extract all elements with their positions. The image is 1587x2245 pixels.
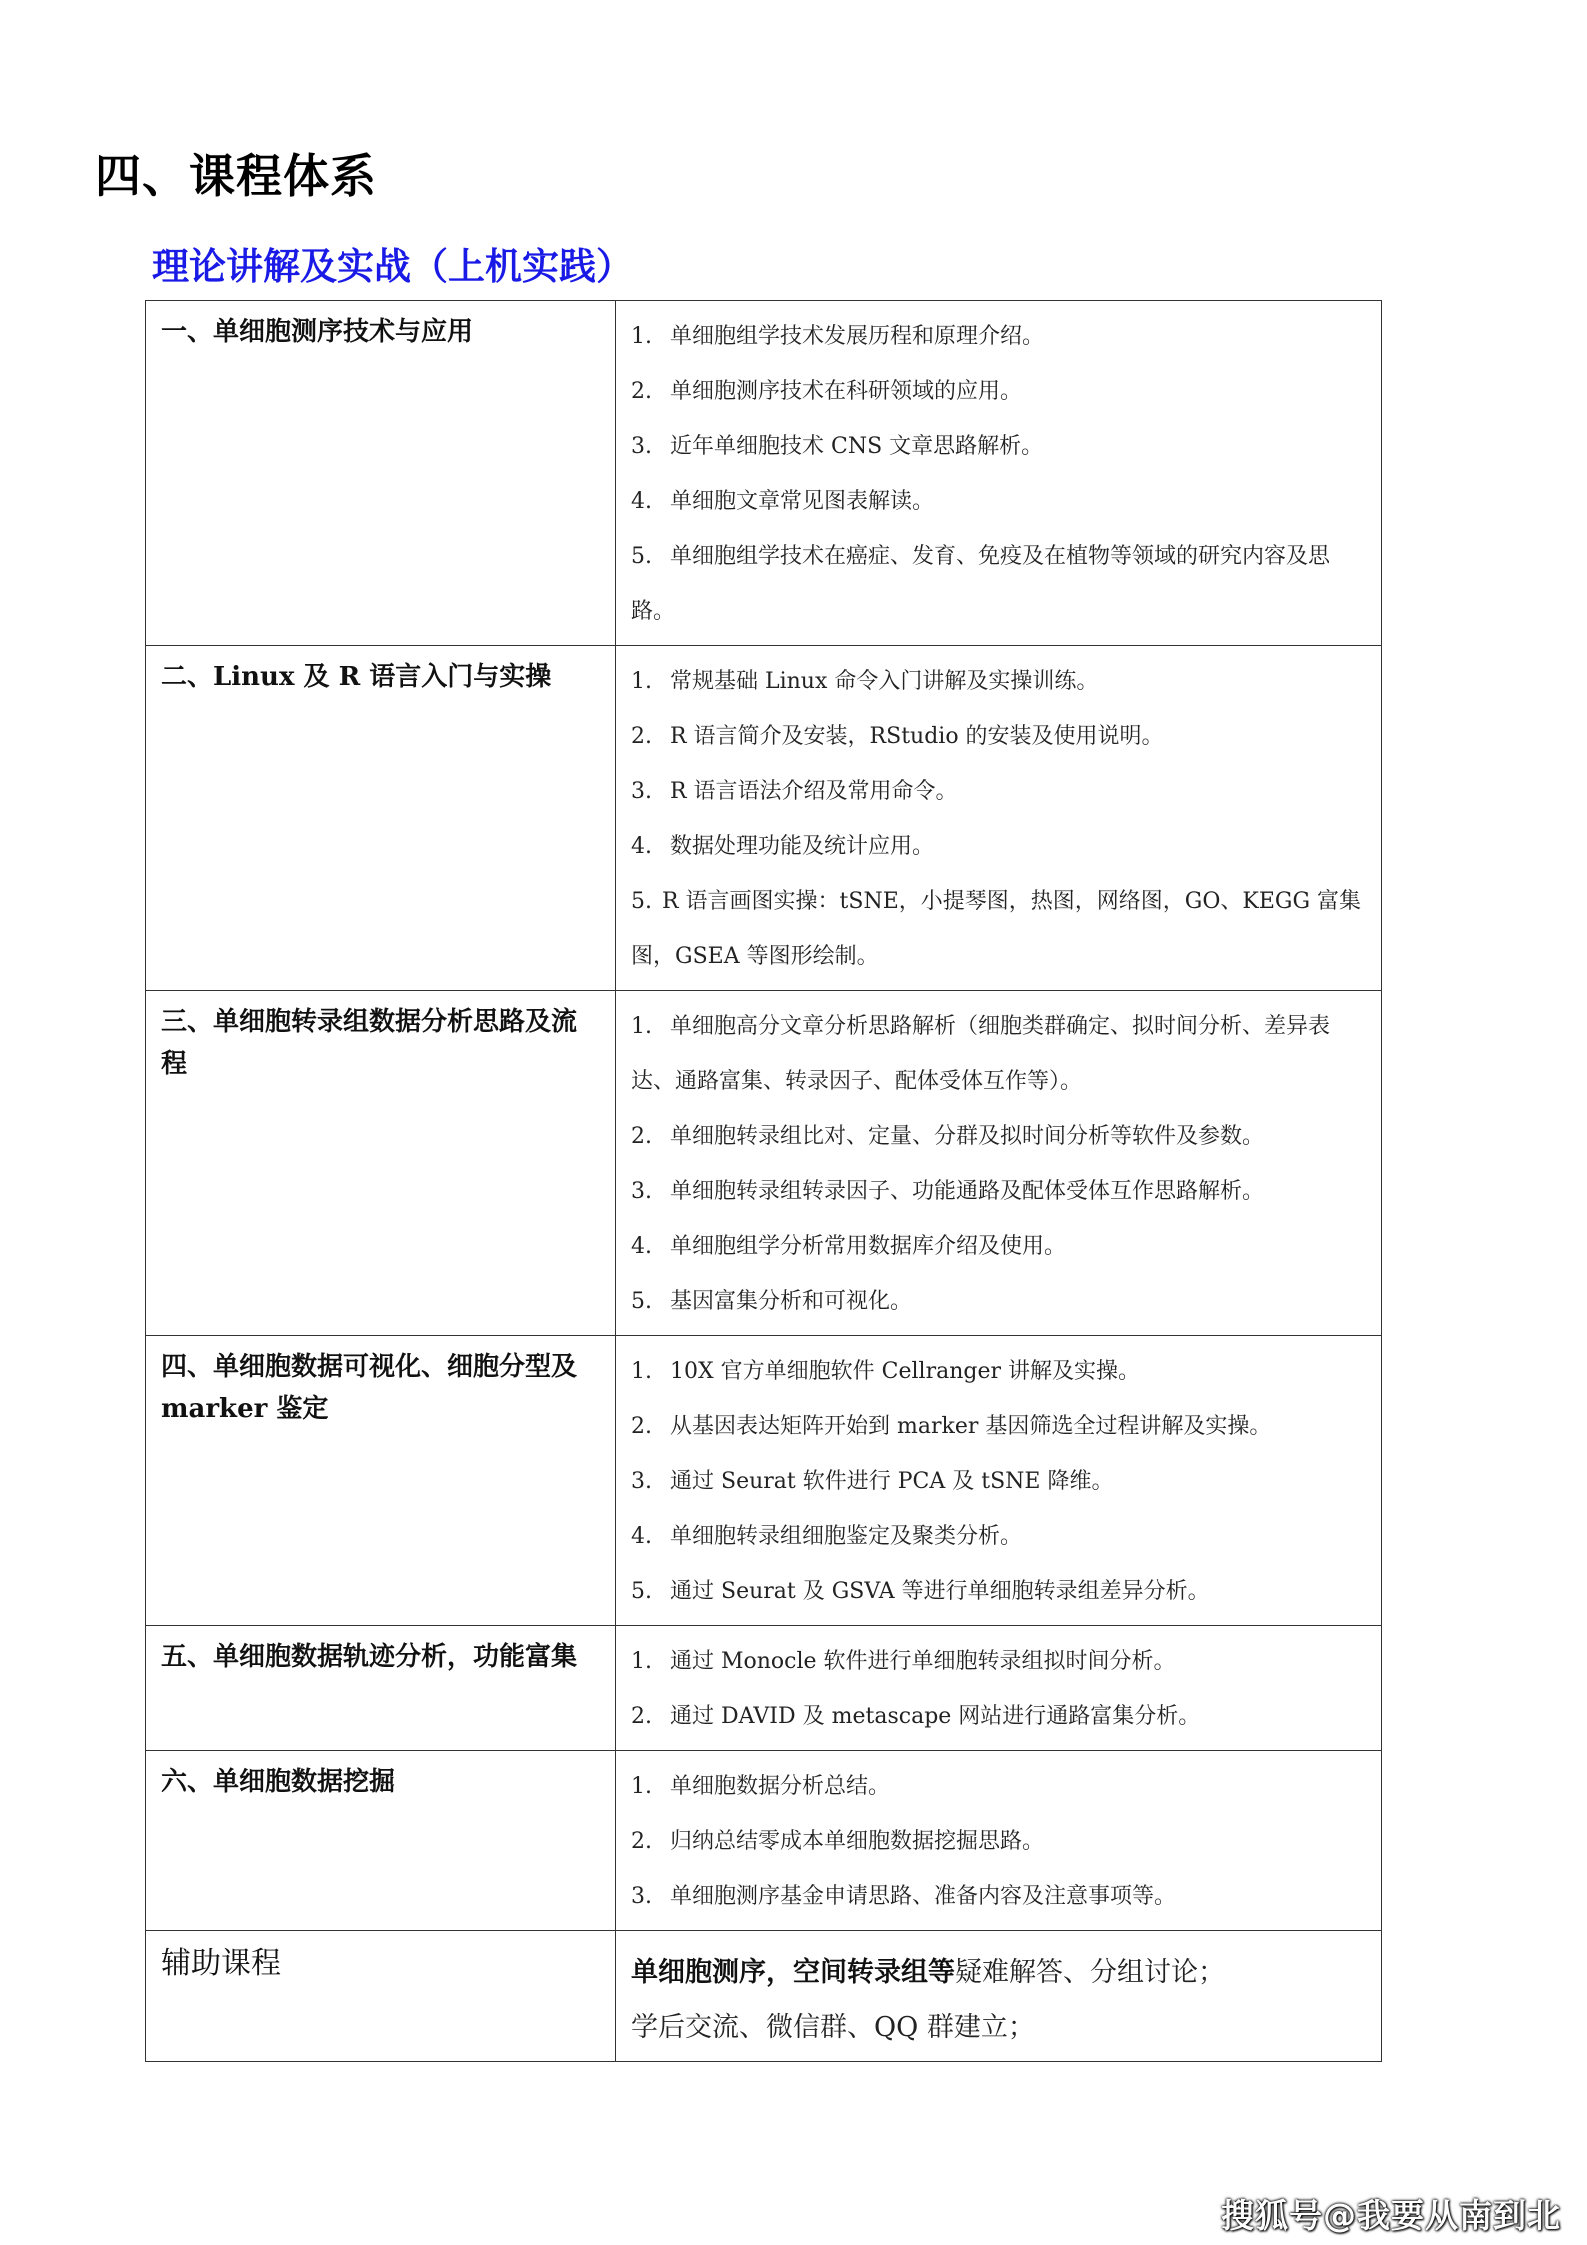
list-item: 2. R 语言简介及安装，RStudio 的安装及使用说明。 (631, 724, 1164, 749)
list-item: 1. 单细胞高分文章分析思路解析（细胞类群确定、拟时间分析、差异表达、通路富集、转录因子、配体受体互作等）。 (631, 1014, 1331, 1094)
items-cell (616, 991, 1382, 1336)
list-item: 4. 单细胞文章常见图表解读。 (631, 489, 935, 514)
list-item: 4. 单细胞转录组细胞鉴定及聚类分析。 (631, 1524, 1023, 1549)
list-item: 4. 数据处理功能及统计应用。 (631, 834, 935, 859)
list-item: 5. 单细胞组学技术在癌症、发育、免疫及在植物等领域的研究内容及思路。 (631, 544, 1331, 624)
items-cell (616, 301, 1382, 646)
list-item: 5. 基因富集分析和可视化。 (631, 1289, 913, 1314)
topic-cell: 四、单细胞数据可视化、细胞分型及 marker 鉴定 (146, 1336, 616, 1626)
table-row (146, 1931, 1382, 2062)
list-item: 1. 常规基础 Linux 命令入门讲解及实操训练。 (631, 669, 1099, 694)
topic-cell: 三、单细胞转录组数据分析思路及流程 (146, 991, 616, 1336)
list-item: 1. 通过 Monocle 软件进行单细胞转录组拟时间分析。 (631, 1649, 1176, 1674)
topic-cell: 一、单细胞测序技术与应用 (146, 301, 616, 646)
list-item: 3. 近年单细胞技术 CNS 文章思路解析。 (631, 434, 1044, 459)
section-title: 四、课程体系 (95, 149, 377, 203)
list-item: 3. 通过 Seurat 软件进行 PCA 及 tSNE 降维。 (631, 1469, 1114, 1494)
topic-cell: 二、Linux 及 R 语言入门与实操 (146, 646, 616, 991)
items-cell (616, 1336, 1382, 1626)
list-item: 1. 10X 官方单细胞软件 Cellranger 讲解及实操。 (631, 1359, 1140, 1384)
aux-items-cell (616, 1931, 1382, 2062)
list-item: 4. 单细胞组学分析常用数据库介绍及使用。 (631, 1234, 1067, 1259)
list-item: 2. 单细胞转录组比对、定量、分群及拟时间分析等软件及参数。 (631, 1124, 1265, 1149)
section-subtitle: 理论讲解及实战（上机实践） (152, 245, 633, 288)
table-row (146, 1751, 1382, 1931)
aux-line: 单细胞测序，空间转录组等疑难解答、分组讨论； (631, 1957, 1225, 1988)
list-item: 2. 从基因表达矩阵开始到 marker 基因筛选全过程讲解及实操。 (631, 1414, 1272, 1439)
topic-cell: 五、单细胞数据轨迹分析，功能富集 (146, 1626, 616, 1751)
items-cell (616, 1626, 1382, 1751)
list-item: 3. 单细胞测序基金申请思路、准备内容及注意事项等。 (631, 1884, 1177, 1909)
list-item: 3. 单细胞转录组转录因子、功能通路及配体受体互作思路解析。 (631, 1179, 1265, 1204)
items-cell (616, 1751, 1382, 1931)
list-item: 2. 单细胞测序技术在科研领域的应用。 (631, 379, 1023, 404)
watermark: 搜狐号@我要从南到北 (1221, 2196, 1561, 2235)
list-item: 2. 通过 DAVID 及 metascape 网站进行通路富集分析。 (631, 1704, 1201, 1729)
aux-line: 学后交流、微信群、QQ 群建立； (631, 2012, 1035, 2043)
list-item: 3. R 语言语法介绍及常用命令。 (631, 779, 958, 804)
list-item: 2. 归纳总结零成本单细胞数据挖掘思路。 (631, 1829, 1045, 1854)
list-item: 5. 通过 Seurat 及 GSVA 等进行单细胞转录组差异分析。 (631, 1579, 1210, 1604)
table-row (146, 646, 1382, 991)
items-cell (616, 646, 1382, 991)
list-item: 1. 单细胞组学技术发展历程和原理介绍。 (631, 324, 1045, 349)
table-row (146, 1336, 1382, 1626)
table-row (146, 1626, 1382, 1751)
table-row (146, 301, 1382, 646)
topic-cell: 六、单细胞数据挖掘 (146, 1751, 616, 1931)
list-item: 1. 单细胞数据分析总结。 (631, 1774, 891, 1799)
course-table (145, 300, 1382, 2062)
aux-topic-cell: 辅助课程 (146, 1931, 616, 2062)
table-row (146, 991, 1382, 1336)
list-item: 5. R 语言画图实操：tSNE，小提琴图，热图，网络图，GO、KEGG 富集图，GSEA 等图形绘制。 (631, 889, 1362, 969)
